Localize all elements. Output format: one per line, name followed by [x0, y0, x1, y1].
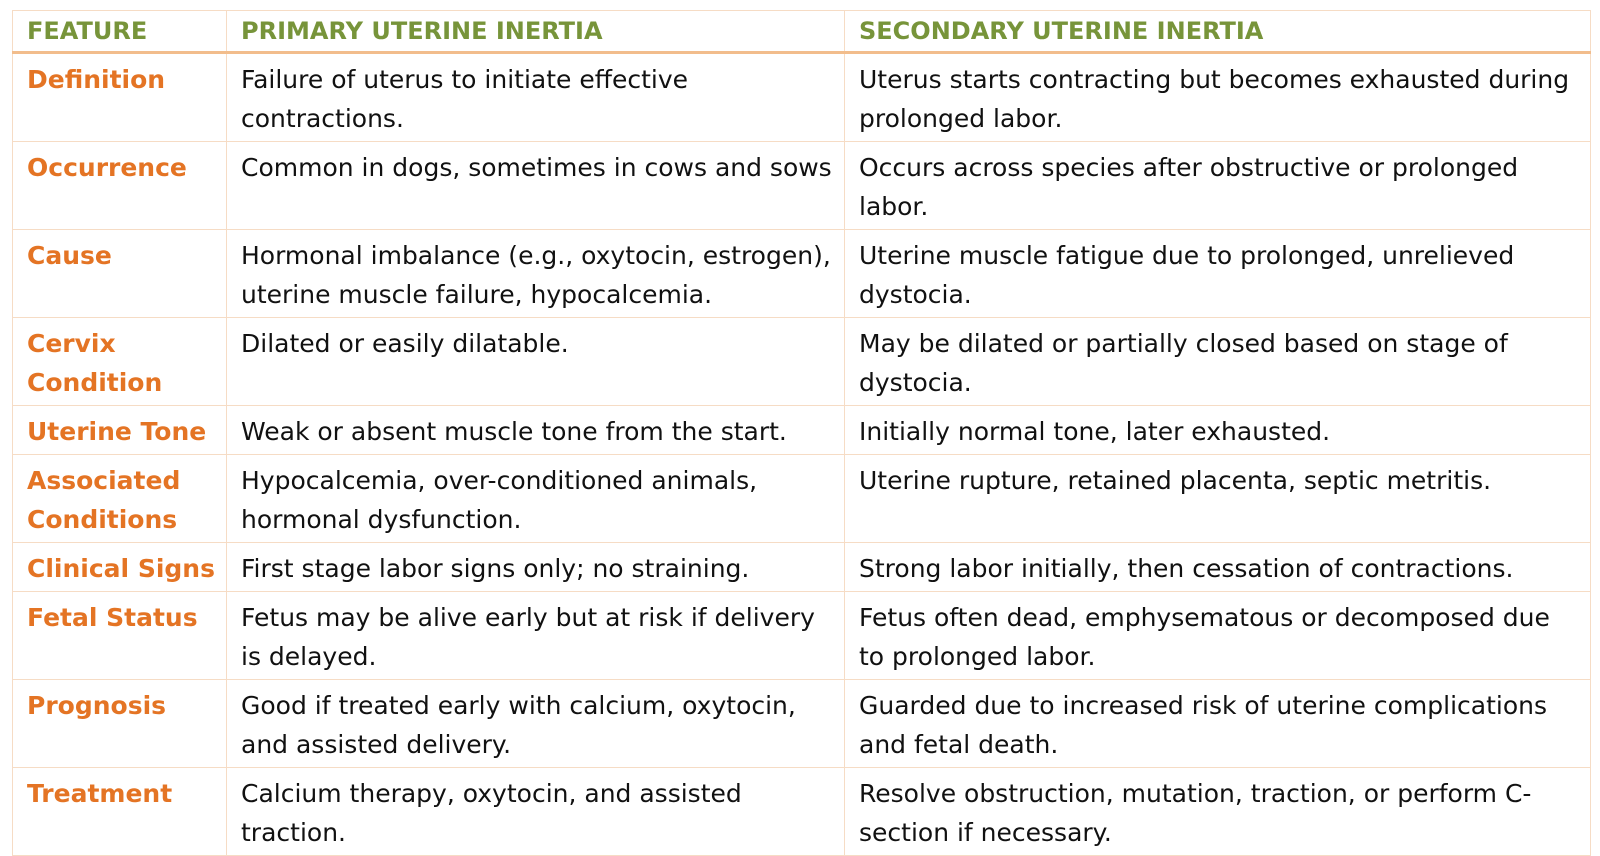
primary-cell: Hormonal imbalance (e.g., oxytocin, estrogen), uterine muscle failure, hypocalcemia. — [227, 230, 845, 318]
primary-cell: First stage labor signs only; no straining. — [227, 543, 845, 592]
header-primary-uterine-inertia: PRIMARY UTERINE INERTIA — [227, 11, 845, 53]
secondary-cell: Uterine rupture, retained placenta, septic metritis. — [845, 455, 1591, 543]
feature-cell: Cause — [13, 230, 227, 318]
table-row — [13, 53, 1591, 142]
primary-cell: Good if treated early with calcium, oxytocin, and assisted delivery. — [227, 680, 845, 768]
feature-cell: Occurrence — [13, 142, 227, 230]
table-row — [13, 230, 1591, 318]
secondary-cell: Strong labor initially, then cessation of contractions. — [845, 543, 1591, 592]
feature-cell: Uterine Tone — [13, 406, 227, 455]
feature-cell: Cervix Condition — [13, 318, 227, 406]
table-row — [13, 543, 1591, 592]
secondary-cell: Initially normal tone, later exhausted. — [845, 406, 1591, 455]
secondary-cell: Uterus starts contracting but becomes exhausted during prolonged labor. — [845, 53, 1591, 142]
secondary-cell: Fetus often dead, emphysematous or decomposed due to prolonged labor. — [845, 592, 1591, 680]
table-row — [13, 592, 1591, 680]
secondary-cell: Guarded due to increased risk of uterine complications and fetal death. — [845, 680, 1591, 768]
header-row — [13, 11, 1591, 53]
table-row — [13, 455, 1591, 543]
primary-cell: Weak or absent muscle tone from the start. — [227, 406, 845, 455]
comparison-table — [12, 10, 1591, 856]
secondary-cell: May be dilated or partially closed based on stage of dystocia. — [845, 318, 1591, 406]
feature-cell: Definition — [13, 53, 227, 142]
primary-cell: Failure of uterus to initiate effective contractions. — [227, 53, 845, 142]
secondary-cell: Occurs across species after obstructive or prolonged labor. — [845, 142, 1591, 230]
header-feature: FEATURE — [13, 11, 227, 53]
table-row — [13, 406, 1591, 455]
primary-cell: Hypocalcemia, over-conditioned animals, hormonal dysfunction. — [227, 455, 845, 543]
table-row — [13, 318, 1591, 406]
header-secondary-uterine-inertia: SECONDARY UTERINE INERTIA — [845, 11, 1591, 53]
feature-cell: Associated Conditions — [13, 455, 227, 543]
primary-cell: Calcium therapy, oxytocin, and assisted traction. — [227, 768, 845, 856]
primary-cell: Common in dogs, sometimes in cows and sows — [227, 142, 845, 230]
feature-cell: Prognosis — [13, 680, 227, 768]
secondary-cell: Uterine muscle fatigue due to prolonged, unrelieved dystocia. — [845, 230, 1591, 318]
table-row — [13, 680, 1591, 768]
table-row — [13, 142, 1591, 230]
primary-cell: Dilated or easily dilatable. — [227, 318, 845, 406]
secondary-cell: Resolve obstruction, mutation, traction, or perform C-section if necessary. — [845, 768, 1591, 856]
table-row — [13, 768, 1591, 856]
feature-cell: Treatment — [13, 768, 227, 856]
feature-cell: Fetal Status — [13, 592, 227, 680]
primary-cell: Fetus may be alive early but at risk if delivery is delayed. — [227, 592, 845, 680]
feature-cell: Clinical Signs — [13, 543, 227, 592]
